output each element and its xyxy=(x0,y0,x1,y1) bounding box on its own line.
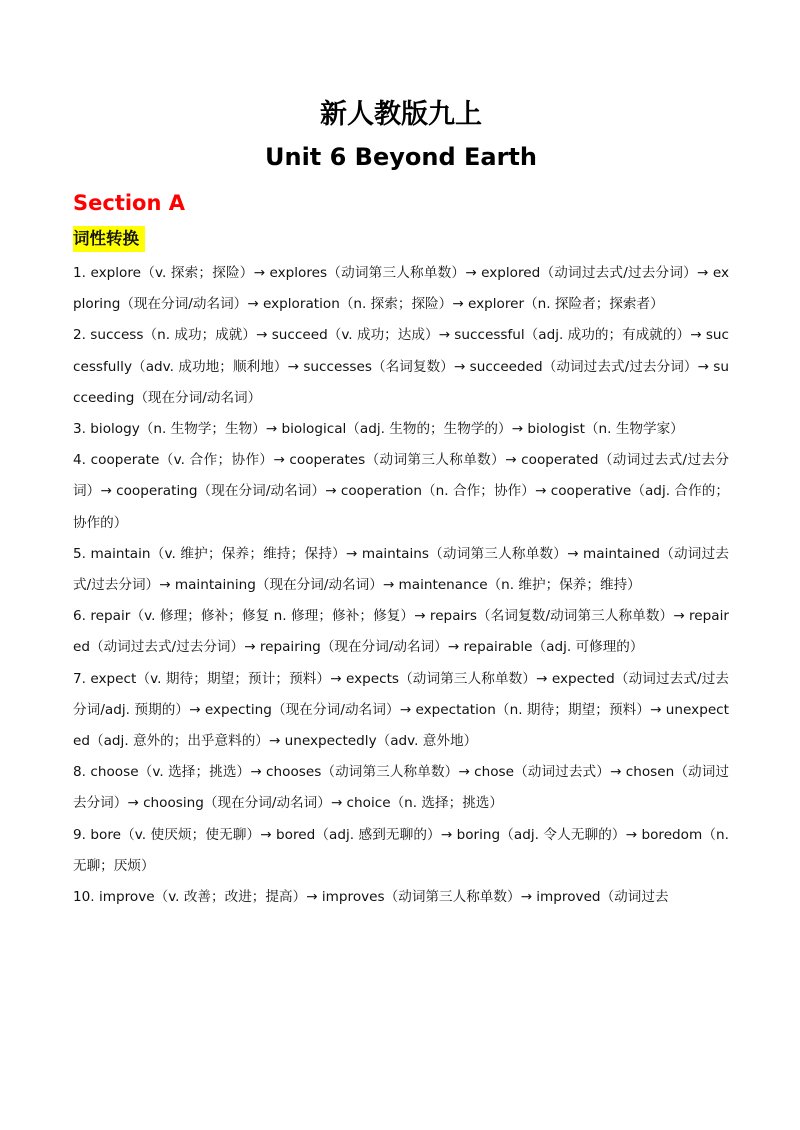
subsection-heading: 词性转换 xyxy=(73,226,145,252)
list-item: 3. biology（n. 生物学；生物）→ biological（adj. 生物的；生物学的）→ biologist（n. 生物学家） xyxy=(73,421,684,438)
unit-title: Unit 6 Beyond Earth xyxy=(265,143,537,171)
list-item: 7. expect（v. 期待；期望；预计；预料）→ expects（动词第三人称单数）→ expected（动词过去式/过去分词/adj. 预期的）→ expecting（现在分词/动名词）→ expectation（n. 期待；期望；预料）→ unexpected（adj. 意外的；出乎意料的）→ unexpectedly（adv. 意外地） xyxy=(73,670,729,750)
list-item: 6. repair（v. 修理；修补；修复 n. 修理；修补；修复）→ repairs（名词复数/动词第三人称单数）→ repaired（动词过去式/过去分词）→ repairing（现在分词/动名词）→ repairable（adj. 可修理的） xyxy=(73,608,729,656)
document-title: 新人教版九上 xyxy=(320,99,482,130)
list-item: 2. success（n. 成功；成就）→ succeed（v. 成功；达成）→ successful（adj. 成功的；有成就的）→ successfully（adv. 成功地；顺利地）→ successes（名词复数）→ succeeded（动词过去式/过去分词）→ succeeding（现在分词/动名词） xyxy=(73,327,729,406)
list-item: 8. choose（v. 选择；挑选）→ chooses（动词第三人称单数）→ chose（动词过去式）→ chosen（动词过去分词）→ choosing（现在分词/动名词）→ choice（n. 选择；挑选） xyxy=(73,764,729,812)
section-heading: Section A xyxy=(73,191,185,215)
word-forms-list xyxy=(73,258,729,913)
list-item: 5. maintain（v. 维护；保养；维持；保持）→ maintains（动词第三人称单数）→ maintained（动词过去式/过去分词）→ maintaining（现在分词/动名词）→ maintenance（n. 维护；保养；维持） xyxy=(73,545,729,594)
document-page xyxy=(73,96,729,913)
list-item: 10. improve（v. 改善；改进；提高）→ improves（动词第三人称单数）→ improved（动词过去 xyxy=(73,889,669,906)
list-item: 1. explore（v. 探索；探险）→ explores（动词第三人称单数）→ explored（动词过去式/过去分词）→ exploring（现在分词/动名词）→ exploration（n. 探索；探险）→ explorer（n. 探险者；探索者） xyxy=(73,265,729,313)
list-item: 4. cooperate（v. 合作；协作）→ cooperates（动词第三人称单数）→ cooperated（动词过去式/过去分词）→ cooperating（现在分词/动名词）→ cooperation（n. 合作；协作）→ cooperative（adj. 合作的；协作的） xyxy=(73,452,729,531)
list-item: 9. bore（v. 使厌烦；使无聊）→ bored（adj. 感到无聊的）→ boring（adj. 令人无聊的）→ boredom（n. 无聊；厌烦） xyxy=(73,826,729,874)
